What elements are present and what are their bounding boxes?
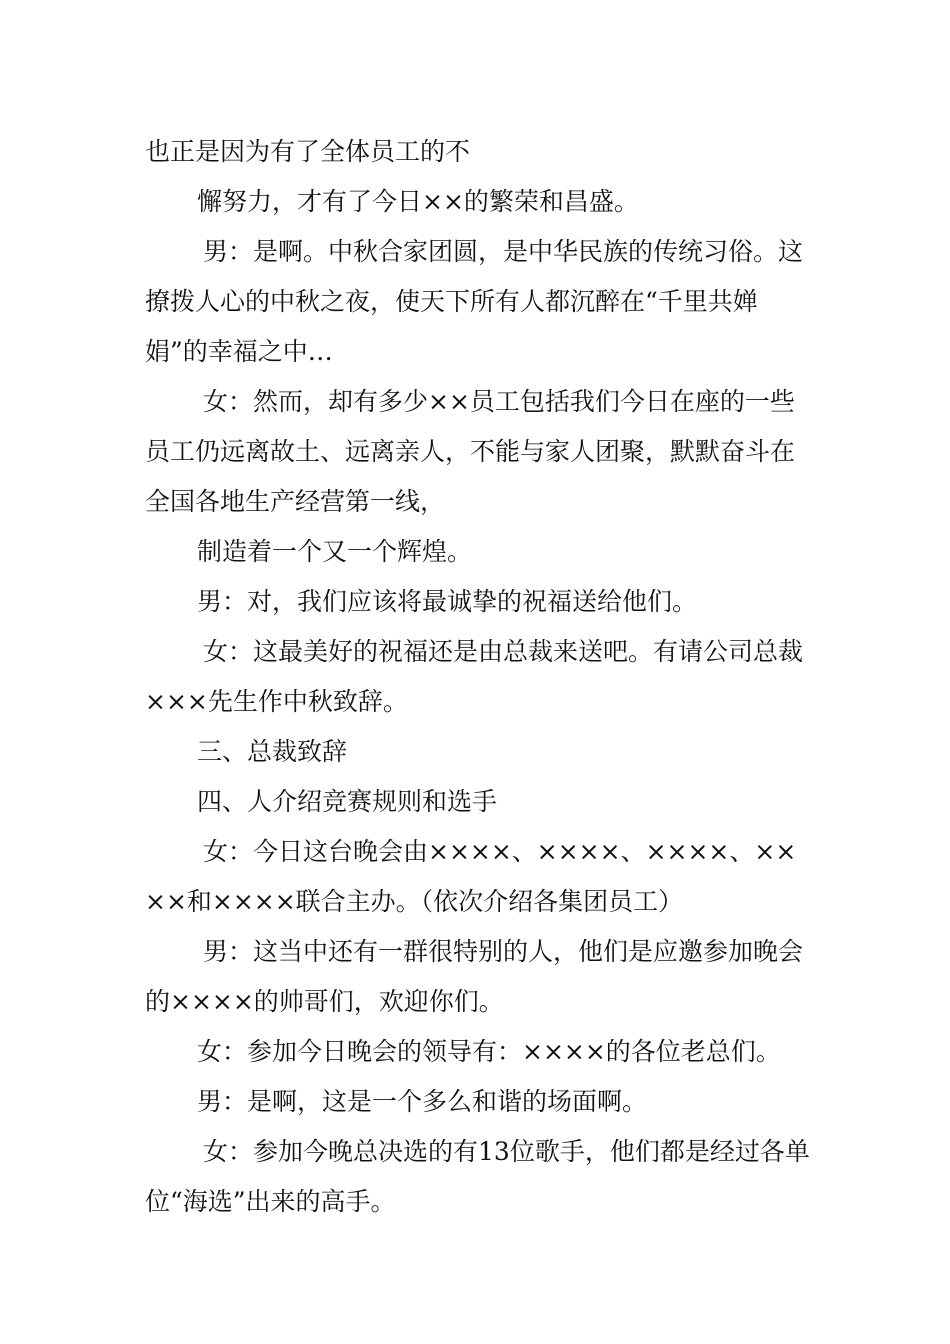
paragraph: 男：对，我们应该将最诚挚的祝福送给他们。 xyxy=(197,587,698,616)
paragraph: 女：这最美好的祝福还是由总裁来送吧。有请公司总裁×××先生作中秋致辞。 xyxy=(145,637,804,716)
paragraph: 男：这当中还有一群很特别的人，他们是应邀参加晚会的××××的帅哥们，欢迎你们。 xyxy=(145,937,804,1016)
paragraph: 也正是因为有了全体员工的不 xyxy=(145,137,471,166)
paragraph: 女：今日这台晚会由××××、××××、××××、××××和××××联合主办。（依次介绍各集团员工） xyxy=(145,837,797,916)
section-heading: 三、总裁致辞 xyxy=(197,737,348,766)
paragraph: 女：参加今日晚会的领导有：××××的各位老总们。 xyxy=(197,1037,781,1066)
paragraph: 男：是啊，这是一个多么和谐的场面啊。 xyxy=(197,1087,648,1116)
paragraph: 女：然而，却有多少××员工包括我们今日在座的一些员工仍远离故土、远离亲人，不能与家人团聚，默默奋斗在全国各地生产经营第一线， xyxy=(145,387,796,516)
paragraph: 懈努力，才有了今日××的繁荣和昌盛。 xyxy=(197,187,639,216)
document-body xyxy=(145,127,813,1227)
section-heading: 四、人介绍竞赛规则和选手 xyxy=(197,787,498,816)
paragraph: 制造着一个又一个辉煌。 xyxy=(197,537,473,566)
paragraph: 男：是啊。中秋合家团圆，是中华民族的传统习俗。这撩拨人心的中秋之夜，使天下所有人都沉醉在“千里共婵娟”的幸福之中… xyxy=(145,237,804,366)
paragraph: 女：参加今晚总决选的有13位歌手，他们都是经过各单位“海选”出来的高手。 xyxy=(145,1137,810,1216)
